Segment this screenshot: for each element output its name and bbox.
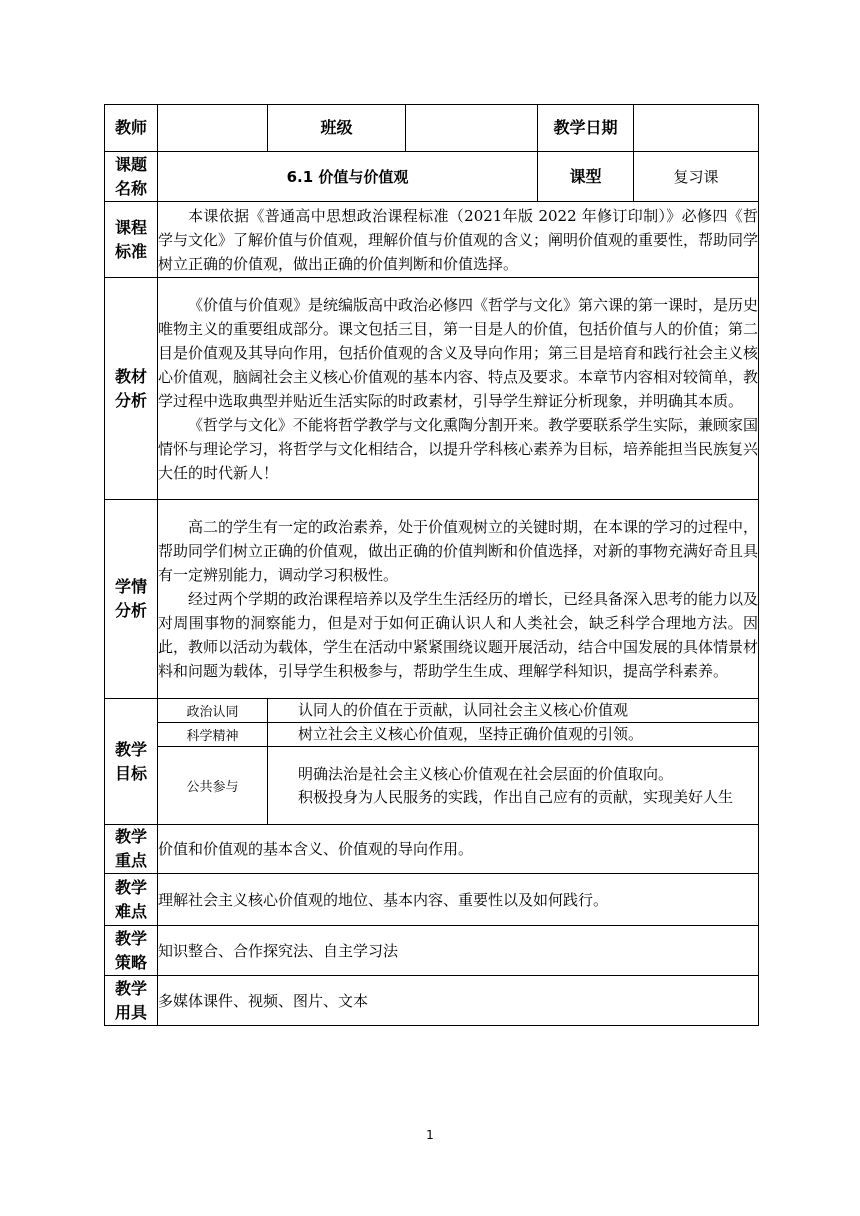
strategy-label-line2: 策略 — [114, 952, 147, 972]
standard-label — [105, 202, 158, 278]
standard-text: 本课依据《普通高中思想政治课程标准（2021年版 2022 年修订印制）》必修四《哲学与文化》了解价值与价值观，理解价值与价值观的含义；阐明价值观的重要性，帮助同学树立正确的价值观，做出正确的价值判断和价值选择。 — [158, 206, 759, 273]
difficulties-text: 理解社会主义核心价值观的地位、基本内容、重要性以及如何践行。 — [158, 874, 759, 926]
material-paragraph-1: 《价值与价值观》是统编版高中政治必修四《哲学与文化》第六课的第一课时，是历史唯物主义的重要组成部分。课文包括三目，第一目是人的价值，包括价值与人的价值；第二目是价值观及其导向作用，包括价值观的含义及导向作用；第三目是培育和践行社会主义核心价值观，脑阔社会主义核心价值观的基本内容、特点及要求。本章节内容相对较简单，教学过程中选取典型并贴近生活实际的时政素材，引导学生辩证分析现象，并明确其本质。 — [158, 295, 759, 410]
standard-label-line2: 标准 — [114, 241, 147, 261]
strategy-label — [105, 926, 158, 976]
goal-text-cell-political — [268, 699, 759, 723]
material-label-line2: 分析 — [114, 390, 147, 410]
strategy-label-line1: 教学 — [114, 928, 147, 948]
topic-row — [105, 152, 759, 202]
difficulties-row — [105, 874, 759, 926]
goals-label — [105, 699, 158, 825]
goal-text-science: 树立社会主义核心价值观，坚持正确价值观的引领。 — [298, 725, 644, 743]
goal-text-political: 认同人的价值在于贡献，认同社会主义核心价值观 — [298, 701, 629, 719]
tools-row — [105, 976, 759, 1026]
material-label — [105, 278, 158, 500]
lesson-title: 6.1 价值与价值观 — [158, 152, 538, 202]
strategy-row — [105, 926, 759, 976]
type-value: 复习课 — [634, 152, 759, 202]
goal-text-public-2: 积极投身为人民服务的实践，作出自己应有的贡献，实现美好人生 — [298, 787, 734, 806]
header-row — [105, 105, 759, 152]
tools-label-line2: 用具 — [114, 1002, 147, 1022]
learners-paragraph-1: 高二的学生有一定的政治素养，处于价值观树立的关键时期，在本课的学习的过程中，帮助同学们树立正确的价值观，做出正确的价值判断和价值选择，对新的事物充满好奇且具有一定辨别能力，调动学习积极性。 — [158, 518, 759, 584]
topic-label-line1: 课题 — [114, 154, 147, 174]
tools-text: 多媒体课件、视频、图片、文本 — [158, 976, 759, 1026]
standard-text-cell — [158, 202, 759, 278]
teacher-label: 教师 — [105, 105, 158, 152]
key-points-label-line1: 教学 — [114, 827, 147, 846]
page-number: 1 — [426, 1128, 434, 1142]
topic-label — [105, 152, 158, 202]
key-points-label-line2: 重点 — [114, 851, 147, 870]
goal-category-political: 政治认同 — [158, 699, 268, 723]
key-points-text: 价值和价值观的基本含义、价值观的导向作用。 — [158, 825, 759, 874]
difficulties-label-line1: 教学 — [114, 877, 147, 897]
goal-row-2 — [105, 723, 759, 747]
learners-label — [105, 500, 158, 699]
teacher-value — [158, 105, 268, 152]
material-label-line1: 教材 — [114, 366, 147, 386]
goal-row-3 — [105, 747, 759, 825]
learners-paragraph-2: 经过两个学期的政治课程培养以及学生生活经历的增长，已经具备深入思考的能力以及对周围事物的洞察能力，但是对于如何正确认识人和人类社会，缺乏科学合理地方法。因此，教师以活动为载体，学生在活动中紧紧围绕议题开展活动，结合中国发展的具体情景材料和问题为载体，引导学生积极参与，帮助学生生成、理解学科知识，提高学科素养。 — [158, 590, 759, 680]
material-paragraph-2: 《哲学与文化》不能将哲学教学与文化熏陶分割开来。教学要联系学生实际，兼顾家国情怀与理论学习，将哲学与文化相结合，以提升学科核心素养为目标，培养能担当民族复兴大任的时代新人！ — [158, 415, 759, 482]
goals-label-line1: 教学 — [114, 739, 147, 759]
goal-text-cell-science — [268, 723, 759, 747]
key-points-row — [105, 825, 759, 874]
goal-category-public: 公共参与 — [158, 747, 268, 825]
difficulties-label-line2: 难点 — [114, 901, 147, 921]
goal-text-public-1: 明确法治是社会主义核心价值观在社会层面的价值取向。 — [298, 764, 674, 783]
learners-label-line1: 学情 — [114, 577, 147, 596]
goal-category-science: 科学精神 — [158, 723, 268, 747]
learners-label-line2: 分析 — [114, 601, 147, 620]
material-row — [105, 278, 759, 500]
key-points-label — [105, 825, 158, 874]
goal-row-1 — [105, 699, 759, 723]
date-label: 教学日期 — [538, 105, 634, 152]
material-text-cell — [158, 278, 759, 500]
type-label: 课型 — [538, 152, 634, 202]
learners-text-cell — [158, 500, 759, 699]
class-label: 班级 — [268, 105, 406, 152]
standard-label-line1: 课程 — [114, 217, 147, 237]
class-value — [406, 105, 538, 152]
tools-label — [105, 976, 158, 1026]
tools-label-line1: 教学 — [114, 978, 147, 998]
goal-text-cell-public — [268, 747, 759, 825]
standard-row — [105, 202, 759, 278]
lesson-plan-table — [104, 104, 759, 1026]
learners-row — [105, 500, 759, 699]
topic-label-line2: 名称 — [114, 178, 147, 198]
date-value — [634, 105, 759, 152]
strategy-text: 知识整合、合作探究法、自主学习法 — [158, 926, 759, 976]
goals-label-line2: 目标 — [114, 763, 147, 783]
difficulties-label — [105, 874, 158, 926]
